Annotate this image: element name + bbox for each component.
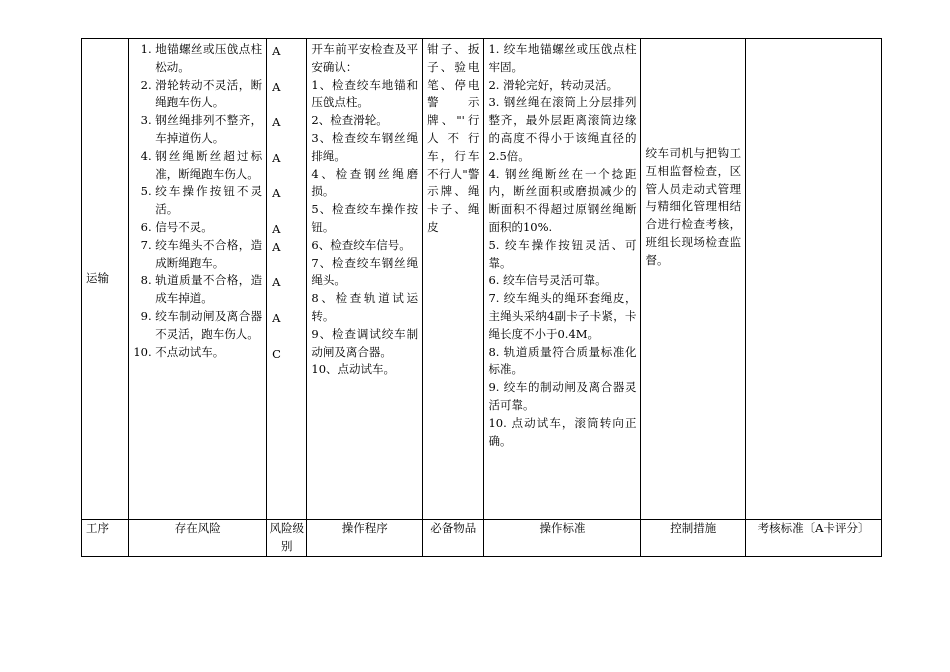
step-item: 4、检查钢丝绳磨损。 <box>311 166 419 199</box>
risk-level: A <box>272 310 281 325</box>
risk-item: 1. 地锚螺丝或压戗点柱松动。 <box>155 41 262 77</box>
risk-item: 10. 不点动试车。 <box>155 344 262 362</box>
step-item: 3、检查绞车钢丝绳排绳。 <box>311 130 419 163</box>
level-cell <box>267 39 307 520</box>
header-evaluation: 考核标准〔A卡评分〕 <box>746 520 882 557</box>
control-cell <box>641 39 746 520</box>
level-list <box>267 39 306 509</box>
risk-level: A <box>272 239 281 254</box>
risk-level: A <box>272 221 281 236</box>
table-row-transport <box>82 39 882 520</box>
risk-item: 3. 钢丝绳排列不整齐，车掉道伤人。 <box>155 112 262 148</box>
standard-cell <box>484 39 641 520</box>
step-item: 6、检查绞车信号。 <box>311 237 411 252</box>
risk-level: A <box>272 186 281 201</box>
header-process: 工序 <box>82 520 129 557</box>
standard-item: 8. 轨道质量符合质量标准化标准。 <box>488 344 637 377</box>
table-header-row <box>82 520 882 557</box>
risk-control-table <box>81 38 882 557</box>
risk-level: A <box>272 44 281 58</box>
header-steps: 操作程序 <box>307 520 423 557</box>
standard-item: 7. 绞车绳头的绳环套绳皮，主绳头采纳4副卡子卡紧，卡绳长度不小于0.4M。 <box>488 291 637 341</box>
header-risk: 存在风险 <box>129 520 267 557</box>
standard-item: 5. 绞车操作按钮灵活、可靠。 <box>488 237 637 270</box>
risk-item: 5. 绞车操作按钮不灵活。 <box>155 183 262 219</box>
risk-item: 4. 钢丝绳断丝超过标准，断绳跑车伤人。 <box>155 148 262 184</box>
risk-level: A <box>272 275 281 290</box>
step-item: 5、检查绞车操作按钮。 <box>311 202 419 234</box>
risk-cell <box>129 39 267 520</box>
step-item: 9、检查调试绞车制动闸及离合器。 <box>311 326 419 359</box>
risk-level: A <box>272 150 281 165</box>
process-cell: 运输 <box>82 39 129 520</box>
tools-text: 钳子、扳子、验电笔、停电警示牌、"'行人不行车，行车不行人"警示牌、绳卡子、绳皮 <box>427 42 480 234</box>
risk-level: C <box>272 346 281 361</box>
tools-cell <box>423 39 484 520</box>
standard-item: 1. 绞车地锚螺丝或压戗点柱牢固。 <box>488 42 637 74</box>
step-item: 2、检查滑轮。 <box>311 113 388 128</box>
evaluation-cell <box>746 39 882 520</box>
header-tools: 必备物品 <box>423 520 484 557</box>
step-item: 8、检查轨道试运转。 <box>311 291 419 323</box>
step-item: 开车前平安检查及平安确认： <box>311 42 419 74</box>
step-item: 7、检查绞车钢丝绳绳头。 <box>311 255 419 288</box>
standard-item: 2. 滑轮完好，转动灵活。 <box>488 77 619 92</box>
risk-item: 2. 滑轮转动不灵活，断绳跑车伤人。 <box>155 77 262 113</box>
standard-item: 10. 点动试车，滚筒转向正确。 <box>488 415 637 448</box>
standard-item: 3. 钢丝绳在滚筒上分层排列整齐，最外层距离滚筒边缘的高度不得小于该绳直径的2.5倍。 <box>488 95 637 163</box>
risk-item: 8. 轨道质量不合格，造成车掉道。 <box>155 272 262 308</box>
header-control: 控制措施 <box>641 520 746 557</box>
standard-item: 4. 钢丝绳断丝在一个捻距内，断丝面积或磨损减少的断面积不得超过原钢丝绳断面积的10%. <box>488 166 637 234</box>
risk-level: A <box>272 79 281 94</box>
risk-item: 7. 绞车绳头不合格，造成断绳跑车。 <box>155 237 262 273</box>
risk-list <box>129 39 266 361</box>
steps-cell <box>307 39 423 520</box>
step-item: 1、检查绞车地锚和压戗点柱。 <box>311 77 419 110</box>
risk-item: 6. 信号不灵。 <box>155 219 262 237</box>
header-level: 风险级别 <box>267 520 307 557</box>
standard-list <box>484 39 640 450</box>
risk-level: A <box>272 115 281 130</box>
step-item: 10、点动试车。 <box>311 362 396 377</box>
header-standard: 操作标准 <box>484 520 641 557</box>
standard-item: 6. 绞车信号灵活可靠。 <box>488 273 607 288</box>
control-text: 绞车司机与把钩工互相监督检查，区管人员走动式管理与精细化管理相结合进行检查考核，班组长现场检查监督。 <box>645 146 742 267</box>
steps-list <box>307 39 422 379</box>
risk-item: 9. 绞车制动闸及离合器不灵活，跑车伤人。 <box>155 308 262 344</box>
standard-item: 9. 绞车的制动闸及离合器灵活可靠。 <box>488 380 637 412</box>
